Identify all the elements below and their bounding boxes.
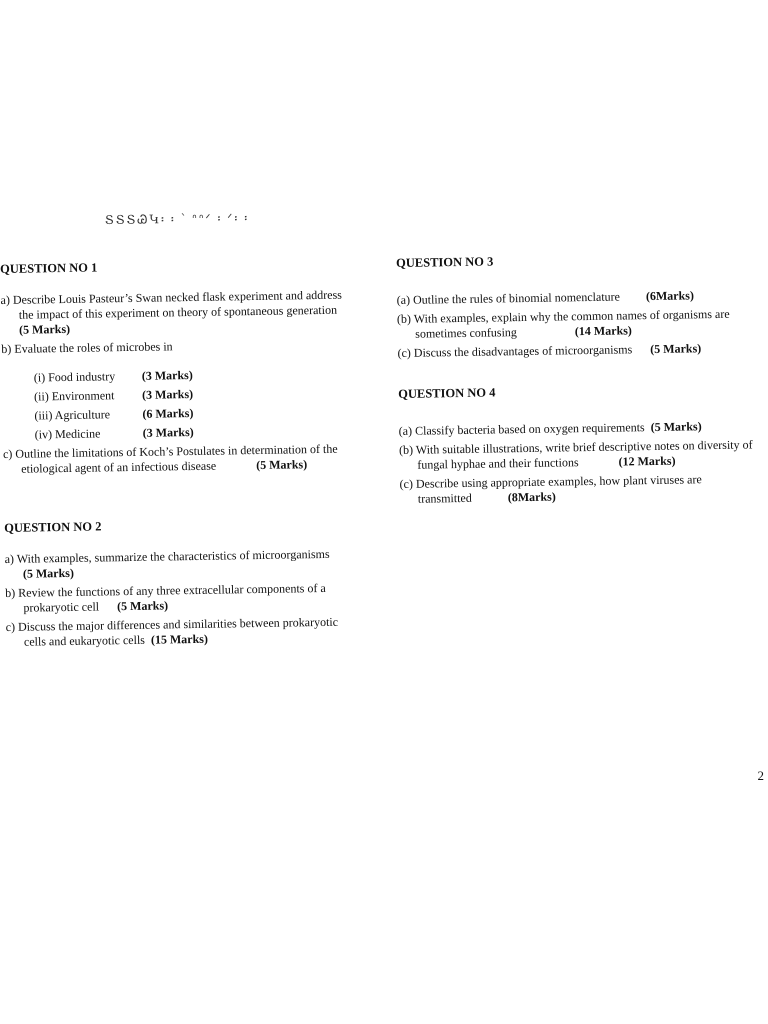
q4-part-b — [399, 437, 765, 473]
q2-a-marks: (5 Marks) — [22, 565, 75, 581]
q4-a-text: (a) Classify bacteria based on oxygen requirements — [398, 420, 645, 438]
q1-subitem-marks: (6 Marks) — [142, 405, 194, 421]
question-2-title: QUESTION NO 2 — [4, 519, 102, 535]
q2-b-marks: (5 Marks) — [116, 598, 169, 614]
q1-part-c — [3, 441, 363, 477]
q2-c-line1: c) Discuss the major differences and similarities between prokaryotic — [5, 614, 339, 634]
q1-a-marks: (5 Marks) — [18, 321, 71, 337]
q3-b-marks: (14 Marks) — [574, 323, 632, 339]
q1-b-text: b) Evaluate the roles of microbes in — [1, 339, 173, 356]
page-number: 2 — [757, 768, 764, 783]
q2-part-c — [6, 614, 366, 650]
q1-c-marks: (5 Marks) — [256, 457, 308, 473]
q4-a-marks: (5 Marks) — [650, 419, 702, 435]
q1-subitem-label: (iii) Agriculture — [34, 407, 111, 423]
question-3-title: QUESTION NO 3 — [396, 254, 494, 270]
left-column — [0, 256, 366, 654]
q1-c-line2: etiological agent of an infectious disease — [21, 458, 217, 476]
q4-c-line2: transmitted — [417, 490, 472, 506]
q4-part-c — [399, 471, 765, 507]
q1-part-a — [0, 287, 361, 338]
q3-part-c — [397, 340, 763, 361]
q1-subitem-marks: (3 Marks) — [141, 367, 193, 383]
q1-subitem-label: (iv) Medicine — [34, 426, 101, 442]
q1-a-line2: the impact of this experiment on theory of spontaneous generation — [18, 302, 338, 322]
q1-subitem-marks: (3 Marks) — [141, 386, 194, 402]
q3-b-line1: (b) With examples, explain why the common names of organisms are — [396, 306, 730, 326]
q3-a-text: (a) Outline the rules of binomial nomenclature — [396, 289, 621, 307]
q4-b-line1: (b) With suitable illustrations, write brief descriptive notes on diversity of — [398, 437, 753, 457]
q3-c-marks: (5 Marks) — [650, 341, 702, 357]
q2-a-line1: a) With examples, summarize the characteristics of microorganisms — [4, 546, 330, 566]
q1-subitem-label: (i) Food industry — [33, 369, 116, 385]
question-4-title: QUESTION NO 4 — [398, 385, 496, 401]
q1-subitem-marks: (3 Marks) — [142, 424, 194, 440]
q1-a-line1: a) Describe Louis Pasteur’s Swan necked flask experiment and address — [0, 287, 343, 307]
q3-b-line2: sometimes confusing — [415, 325, 517, 341]
q1-part-b — [1, 336, 361, 357]
q1-c-line1: c) Outline the limitations of Koch’s Postulates in determination of the — [2, 441, 338, 461]
q1-subitem — [34, 384, 362, 404]
q3-c-text: (c) Discuss the disadvantages of microorganisms — [397, 342, 633, 360]
q1-subitem-label: (ii) Environment — [34, 388, 115, 404]
q2-part-a — [5, 546, 365, 582]
q1-subitem — [34, 403, 362, 423]
q3-part-b — [397, 306, 763, 342]
q1-subitem — [35, 422, 363, 442]
q4-b-marks: (12 Marks) — [618, 453, 676, 469]
right-column — [396, 250, 766, 511]
q2-part-b — [5, 580, 365, 616]
q4-b-line2: fungal hyphae and their functions — [417, 455, 579, 472]
q2-b-line2: prokaryotic cell — [23, 599, 100, 615]
q2-c-marks: (15 Marks) — [150, 631, 209, 647]
q4-c-line1: (c) Describe using appropriate examples, how plant viruses are — [399, 472, 702, 491]
q4-part-a — [399, 418, 765, 439]
q3-part-a — [397, 287, 763, 308]
scanned-header-text: ՏՏՏᏊԿ፡ ፡ ՝ ᐢᐢᐟ ፡ ᐟ፡ ፡ — [104, 210, 250, 228]
q3-a-marks: (6Marks) — [645, 288, 695, 304]
q4-c-marks: (8Marks) — [507, 489, 556, 505]
q1-subitem — [34, 365, 362, 385]
q2-b-line1: b) Review the functions of any three extracellular components of a — [5, 580, 326, 600]
q2-c-line2: cells and eukaryotic cells — [23, 632, 146, 649]
question-1-title: QUESTION NO 1 — [0, 260, 98, 276]
